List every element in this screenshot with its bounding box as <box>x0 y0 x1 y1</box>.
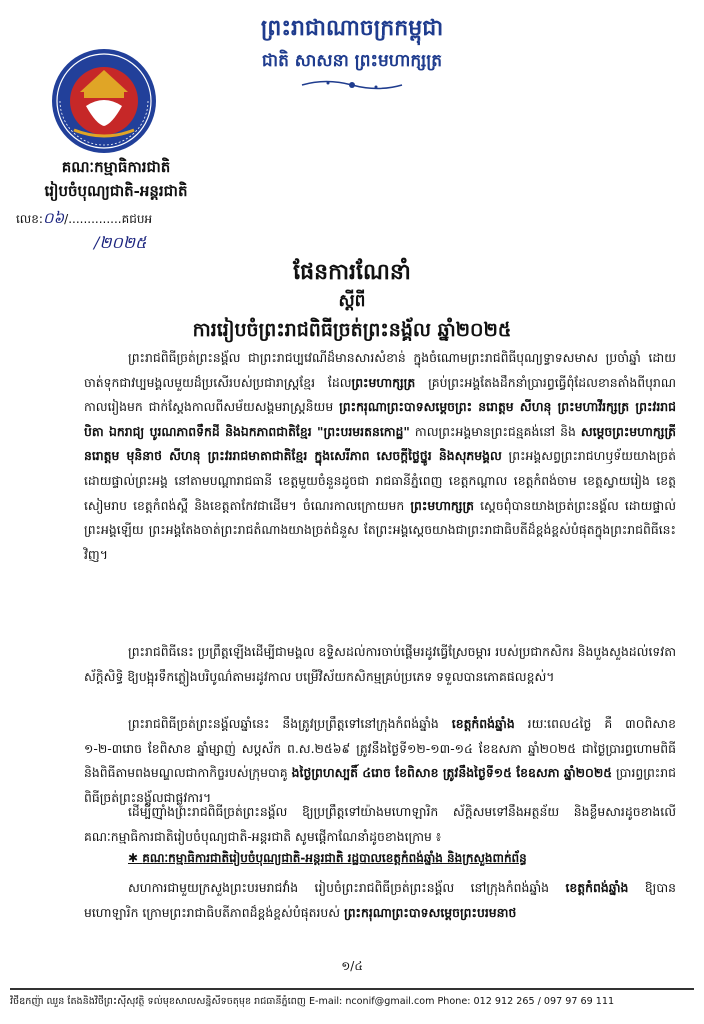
paragraph-2: ព្រះរាជពិធីនេះ ប្រព្រឹត្តឡើងដើម្បីជាមង្គល ឧទ្ទិសដល់ការចាប់ផ្តើមរដូវធ្វើស្រែចម្ការ របស់ប្រជាកសិករ និងបួងសួងដល់ទេវតាស័ក្តិសិទ្ធិ ឱ្យបង្អុរទឹកភ្លៀងបរិបូណ៌តាមរដូវកាល បម្រើវិស័យកសិកម្មគ្រប់ប្រភេទ ទទួលបានភោគផលខ្ពស់។ <box>84 644 676 684</box>
p3-bold-d: ងថ្ងៃព្រហស្បតិ៍ ៤រោច ខែពិសាខ ត្រូវនឹងថ្ងៃទី១៥ ខែឧសភា ឆ្នាំ២០២៥ <box>291 765 612 781</box>
org-name-line1: គណៈកម្មាធិការជាតិ <box>61 158 171 176</box>
paragraph-3 <box>84 712 676 810</box>
ref-label: លេខ: <box>16 212 43 226</box>
p5-bold-d: ព្រះករុណាព្រះបាទសម្តេចព្រះបរមនាថ <box>344 904 517 920</box>
p5-bold-b: ខេត្តកំពង់ឆ្នាំង <box>565 880 629 895</box>
p3-text-e: ប្រារព្ធព្រះរាជពិធីច្រត់ព្រះនង្គ័លជាផ្លូវការ។ <box>84 765 676 805</box>
document-about: ស្តីពី <box>338 291 366 311</box>
p1-text-a: ព្រះរាជពិធីច្រត់ព្រះនង្គ័ល ជាព្រះរាជប្បវេណីដ៏មានសារសំខាន់ ក្នុងចំណោមព្រះរាជពិធីបុណ្យទ្វាទសមាស ប្រចាំឆ្នាំ ដោយចាត់ទុកជាវប្បមង្គលមួយដ៏ប្រសើរបស់ប្រជារាស្ត្រខ្មែរ ដែល <box>84 350 676 390</box>
paragraph-4: ដើម្បីញ៉ាំងព្រះរាជពិធីច្រត់ព្រះនង្គ័ល ឱ្យប្រព្រឹត្តទៅយ៉ាងមហោឡារិក ស័ក្តិសមទៅនឹងអត្ថន័យ និងខ្លឹមសារដូចខាងលើ គណៈកម្មាធិការជាតិរៀបចំបុណ្យជាតិ-អន្តរជាតិ សូមផ្តើកាណែនាំដូចខាងក្រោម ៖ <box>84 804 676 844</box>
p1-bold-d: ព្រះករុណាព្រះបាទសម្តេចព្រះ នរោត្តម សីហនុ ព្រះមហាវីរក្សត្រ ព្រះវររាជបិតា ឯករាជ្យ បូរណភាពទឹកដី និងឯកភាពជាតិខ្មែរ "ព្រះបរមរតនកោដ្ឋ" <box>84 399 676 439</box>
document-title: ផែនការណែនាំ <box>293 259 411 285</box>
ref-date-handwritten: /២០២៥ <box>94 233 147 252</box>
document-subject: ការរៀបចំព្រះរាជពិធីច្រត់ព្រះនង្គ័ល ឆ្នាំ២០២៥ <box>192 319 512 341</box>
p5-text-c: ឱ្យបានមហោឡារិក ក្រោមព្រះរាជាធិបតីភាពដ៏ខ្ពង់ខ្ពស់បំផុតរបស់ <box>84 880 676 920</box>
reference-number <box>16 209 152 231</box>
p3-text-c: រយៈពេល៤ថ្ងៃ គឺ ៣០ពិសាខ ១-២-៣រោច ខែពិសាខ ឆ្នាំម្សាញ់ សប្តស័ក ព.ស.២៥៦៩ ត្រូវនឹងថ្ងៃទី១២-១៣-១៤ ខែឧសភា ឆ្នាំ២០២៥ ជាថ្ងៃប្រារព្ធហោមពិធី និងពិធីតាមពងមណ្ឌលជាកាកិច្ចរបស់ក្រុមបាគូ <box>84 716 676 781</box>
paragraph-5 <box>84 876 676 925</box>
footer-email: E-mail: nconif@gmail.com <box>308 996 435 1007</box>
footer-divider <box>10 988 694 990</box>
p1-text-i: ស្តេចពុំបានយាងច្រត់ព្រះនង្គ័ល ដោយផ្ទាល់ព្រះអង្គឡើយ ព្រះអង្គតែងចាត់ព្រះរាជតំណាងយាងច្រត់ជំនួស តែព្រះអង្គស្តេចយាងជាព្រះរាជាធិបតីដ៏ខ្ពង់ខ្ពស់បំផុតក្នុងព្រះរាជពិធីនេះវិញ។ <box>84 497 676 562</box>
ref-number-handwritten: ០៦ <box>42 209 65 227</box>
p1-text-g: ព្រះអង្គសព្វព្រះរាជហឫទ័យយាងច្រត់ដោយផ្ទាល់ព្រះអង្គ នៅតាមបណ្តារាជធានី ខេត្តមួយចំនួនដូចជា រាជធានីភ្នំពេញ ខេត្តកណ្តាល ខេត្តកំពង់ចាម ខេត្តស្វាយរៀង ខេត្តសៀមរាប ខេត្តកំពង់ស្ពឺ និងខេត្តតាកែវជាដើម។ ចំណេរកាលក្រោយមក <box>84 448 677 513</box>
paragraph-1 <box>84 346 676 567</box>
p3-bold-b: ខេត្តកំពង់ឆ្នាំង <box>451 716 515 731</box>
national-motto: ជាតិ សាសនា ព្រះមហាក្សត្រ <box>261 51 443 71</box>
footer-address: វិថីឧកញ៉ា ឈួន តែងនិងវិថីព្រះស៊ីសុវត្ថិ ទល់មុខសាលសន្និសីទចតុមុខ រាជធានីភ្នំពេញ <box>10 996 306 1007</box>
footer-phone: Phone: 012 912 265 / 097 97 69 111 <box>437 996 615 1007</box>
footer-contact <box>10 995 694 1009</box>
committee-emblem-logo <box>50 46 158 156</box>
page-number: ១/៤ <box>341 959 363 973</box>
p5-text-a: សហការជាមួយក្រសួងព្រះបរមរាជវាំង រៀបចំព្រះរាជពិធីច្រត់ព្រះនង្គ័ល នៅក្រុងកំពង់ឆ្នាំង <box>128 880 566 895</box>
bullet-item <box>128 848 688 868</box>
p1-bold-f: សម្តេចព្រះមហាក្សត្រី នរោត្តម មុនិនាថ សីហនុ ព្រះវររាជមាតាជាតិខ្មែរ ក្នុងសេរីភាព សេចក្តីថ្លៃថ្នូរ និងសុភមង្គល <box>84 423 676 464</box>
asterisk-bullet-icon: ✱ <box>128 851 143 865</box>
p1-bold-h: ព្រះមហាក្សត្រ <box>410 497 475 513</box>
bullet-text: គណៈកម្មាធិការជាតិរៀបចំបុណ្យជាតិ-អន្តរជាតិ រដ្ឋបាលខេត្តកំពង់ឆ្នាំង និងក្រសួងពាក់ព័ន្ធ <box>142 851 527 865</box>
p3-text-a: ព្រះរាជពិធីច្រត់ព្រះនង្គ័លឆ្នាំនេះ នឹងត្រូវប្រព្រឹត្តទៅនៅក្រុងកំពង់ឆ្នាំង <box>128 716 452 731</box>
ornament-divider-icon <box>300 78 404 92</box>
org-name-line2: រៀបចំបុណ្យជាតិ-អន្តរជាតិ <box>44 182 188 200</box>
p1-text-e: កាលព្រះអង្គមានព្រះជន្មគង់នៅ និង <box>409 423 581 439</box>
p1-text-c: គ្រប់ព្រះអង្គតែងដឹកនាំប្រារព្ធធ្វើពុំដែលខានតាំងពីបុរាណកាលរៀងមក ជាក់ស្តែងកាលពីសម័យសង្គមរាស្ត្រនិយម <box>84 374 676 415</box>
p1-bold-b: ព្រះមហាក្សត្រ <box>351 374 416 390</box>
kingdom-title: ព្រះរាជាណាចក្រកម្ពុជា <box>260 15 444 41</box>
ref-suffix: /..............គជបអ <box>64 212 153 226</box>
